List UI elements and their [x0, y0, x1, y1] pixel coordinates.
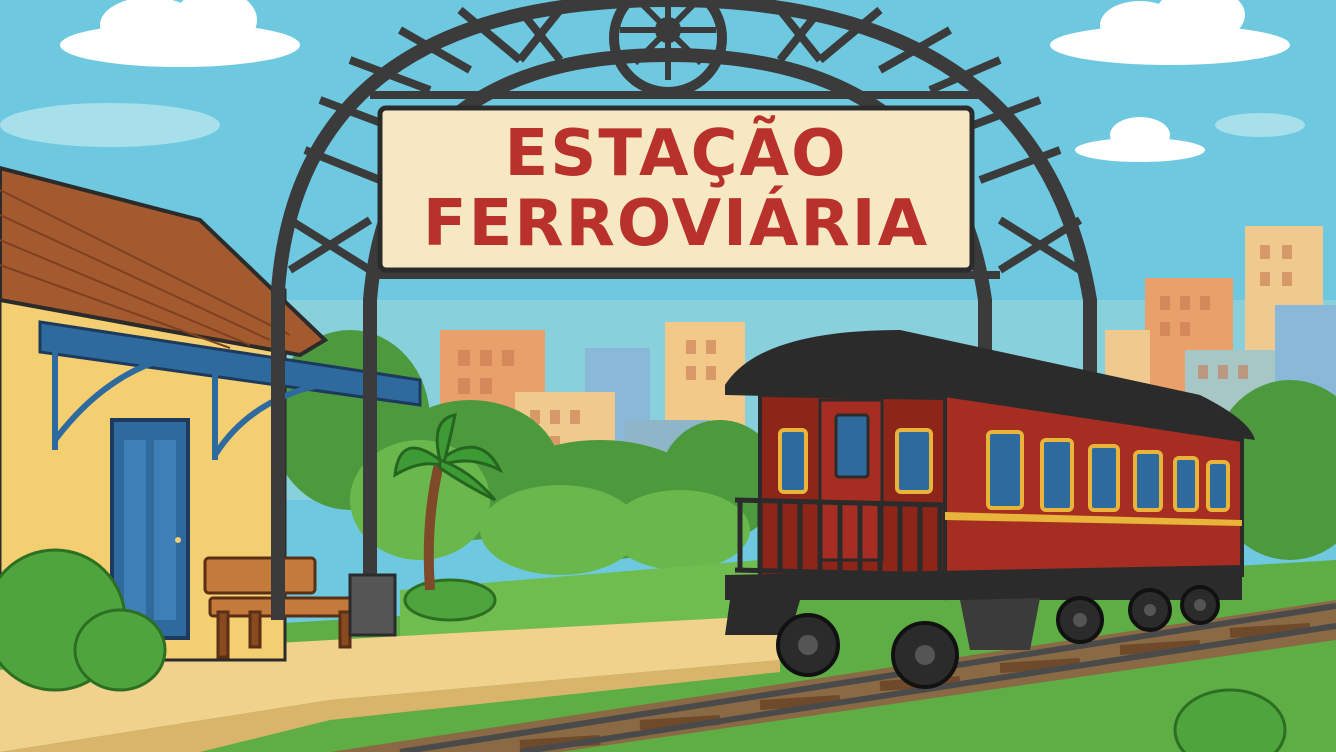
- station-sign-board: [380, 108, 972, 270]
- sign-line-1: ESTAÇÃO: [504, 117, 848, 191]
- sign-line-2: FERROVIÁRIA: [422, 187, 930, 261]
- arch-base: [350, 575, 395, 635]
- bush-icon: [405, 580, 495, 620]
